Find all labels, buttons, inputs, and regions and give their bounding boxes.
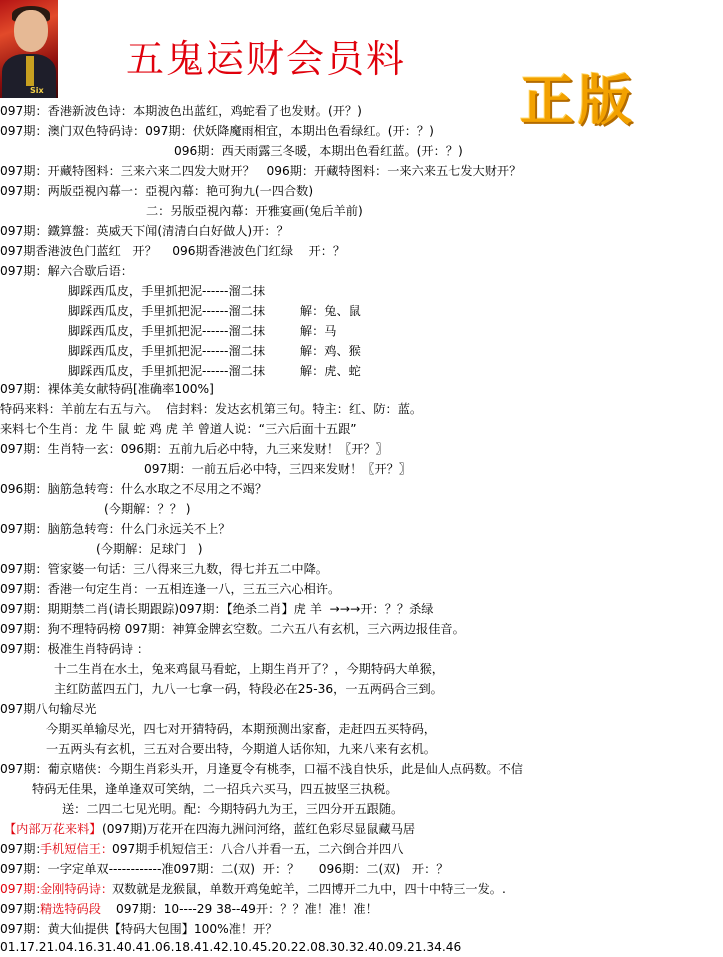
text-line: 097期：开藏特图料：三来六来二四发大财开？ 096期：开藏特图料：一来六来五七发大财开？ [0, 164, 522, 178]
genuine-badge: 正版 [520, 69, 636, 132]
text-line: 十二生肖在水土，兔来鸡鼠马看蛇，上期生肖开了？，今期特码大单猴， [54, 662, 444, 676]
portrait-face [14, 10, 48, 52]
text-line: 脚踩西瓜皮，手里抓把泥------溜二抹 解：马 [68, 324, 337, 338]
text-line: 097期：香港一句定生肖：一五相连逢一八，三五三六心相许。 [0, 582, 341, 596]
text-line: 097期：管家婆一句话：三八得来三九数，得七并五二中降。 [0, 562, 328, 576]
text-line: 脚踩西瓜皮，手里抓把泥------溜二抹 解：虎、蛇 [68, 364, 361, 378]
text-line: 097期：极准生肖特码诗 ： [0, 642, 150, 656]
text-line: 097期：解六合歇后语： [0, 264, 133, 278]
text-line: 097期： [0, 882, 48, 896]
text-line: 今期买单输尽光，四七对开猜特码，本期预测出家畜，走赶四五买特码， [46, 722, 436, 736]
text-line: 097期：澳门双色特码诗：097期：伏妖降魔雨相宜，本期出色看绿红。(开：？) [0, 124, 434, 138]
text-line: 097期：一字定单双------------准097期：二(双) 开：？ 096期：二(双) 开：？ [0, 862, 449, 876]
text-line: 096期：脑筋急转弯：什么水取之不尽用之不竭？ [0, 482, 268, 496]
text-line: 097期：黄大仙提供【特码大包围】100%准！开？ [0, 922, 278, 936]
text-line: 手机短信王： [40, 842, 114, 856]
text-line: 特码来料：羊前左右五与六。 信封料：发达玄机第三句。特主：红、防：蓝。 [0, 402, 423, 416]
portrait-photo [0, 0, 58, 98]
text-line: 脚踩西瓜皮，手里抓把泥------溜二抹 解：兔、鼠 [68, 304, 361, 318]
text-line: 二：另版亞視內幕：开雅宴画(兔后羊前) [146, 204, 363, 218]
text-line: 双数就是龙猴鼠，单数开鸡兔蛇羊，二四博开二九中，四十中特三一发。. [112, 882, 506, 896]
text-line: 【内部万花来料】 [4, 822, 102, 836]
text-line: 097期：期期禁二肖(请长期跟踪)097期：【绝杀二肖】虎 羊 →→→开：？？杀绿 [0, 602, 434, 616]
text-line: 特码无佳果，逢单逢双可笑纳，二一招兵六买马，四五披坚三执税。 [32, 782, 398, 796]
text-line: (097期)万花开在四海九洲问河络，蓝红色彩尽显鼠藏马居 [102, 822, 416, 836]
text-line: (今期解：足球门 ) [96, 542, 203, 556]
text-line: 097期手机短信王：八合八并看一五，二六倒合并四八 [112, 842, 404, 856]
text-line: 097期：裸体美女献特码[准确率100%] [0, 382, 214, 396]
text-line: 097期八句输尽光 [0, 702, 97, 716]
text-line: 097期香港波色门蓝红 开？ 096期香港波色门红绿 开：？ [0, 244, 346, 258]
text-line: 097期： [0, 902, 48, 916]
page-title: 五鬼运财会员料 [126, 37, 407, 81]
text-line: 一五两头有玄机，三五对合要出特，今期道人话你知，九来八来有玄机。 [46, 742, 436, 756]
text-line: 097期：生肖特一玄：096期：五前九后必中特，九三来发财！〖开？〗 [0, 442, 388, 456]
text-line: 097期：脑筋急转弯：什么门永远关不上？ [0, 522, 231, 536]
text-line: 097期： [0, 842, 48, 856]
text-line: 来料七个生肖：龙 牛 鼠 蛇 鸡 虎 羊 曾道人说：“三六后面十五跟” [0, 422, 357, 436]
portrait-tie [26, 56, 34, 86]
text-line: 主红防蓝四五门，九八一七拿一码，特段必在25-36，一五两码合三到。 [54, 682, 443, 696]
text-line: 脚踩西瓜皮，手里抓把泥------溜二抹 [68, 284, 266, 298]
text-line: 097期：狗不理特码榜 097期：神算金牌玄空数。二六五八有玄机，三六两边报佳音。 [0, 622, 465, 636]
text-line: 097期：香港新波色诗：本期波色出蓝红，鸡蛇看了也发财。(开？) [0, 104, 362, 118]
text-line: 送：二四二七见光明。配：今期特码九为王，三四分开五跟随。 [62, 802, 404, 816]
text-line: 金刚特码诗： [40, 882, 114, 896]
text-line: 097期：两版亞視內幕一：亞視內幕：艳可狗九(一四合数) [0, 184, 314, 198]
text-line: 097期：鐵算盤：英威天下闻(清清白白好做人)开：？ [0, 224, 289, 238]
text-line: 脚踩西瓜皮，手里抓把泥------溜二抹 解：鸡、猴 [68, 344, 361, 358]
text-line: 097期：一前五后必中特，三四来发财！〖开？〗 [144, 462, 412, 476]
text-line: (今期解：？？ ) [104, 502, 191, 516]
photo-label: Six [30, 86, 44, 95]
text-line: 01.17.21.04.16.31.40.41.06.18.41.42.10.45.20.22.08.30.32.40.09.21.34.46 [0, 940, 462, 954]
text-line: 097期：葡京赌侠：今期生肖彩头开，月逢夏令有桃李，口福不浅自快乐，此是仙人点码数。不信 [0, 762, 523, 776]
text-line: 096期：西天雨露三冬暖，本期出色看红蓝。(开：？) [174, 144, 463, 158]
text-line: 精选特码段 [40, 902, 101, 916]
text-line: 097期：10----29 38--49开：？？准！准！准！ [116, 902, 378, 916]
